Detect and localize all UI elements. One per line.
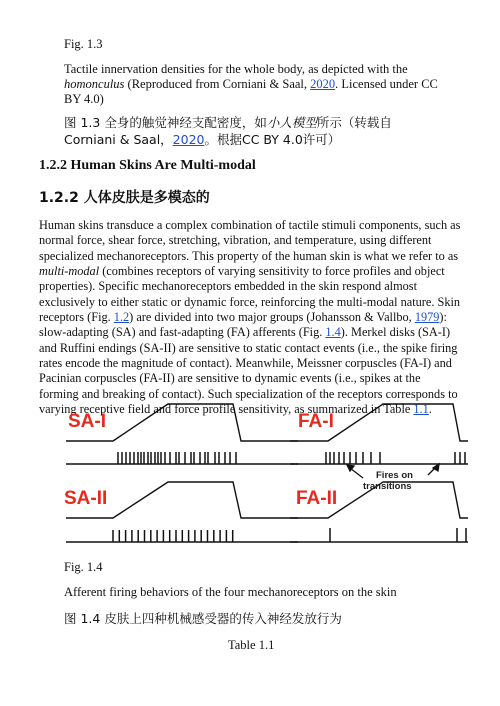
section-heading-zh: 1.2.2 人体皮肤是多模态的 [39, 190, 210, 206]
figure-ref-link[interactable]: 1.4 [325, 325, 341, 340]
table-ref-link[interactable]: 1.1 [413, 402, 429, 417]
citation-link[interactable]: 1979 [414, 310, 440, 325]
citation-link[interactable]: 2020 [310, 77, 336, 91]
sa1-label: SA-I [68, 411, 106, 432]
fa1-label: FA-I [298, 411, 334, 432]
sa2-label: SA-II [64, 488, 108, 509]
body-paragraph: Human skins transduce a complex combination of tactile stimuli components, such as normal force, shear force, stretching, vibration, and temperature, using different specialized mechanoreceptors. This property of the human skin is what we refer to as multi-modal (combines receptors of varying sensitivity to force profiles and object properties). Specific mechanoreceptors embedded in the skin respond almost exclusively to either static or dynamic force, reinforcing the multi-modal nature. Skin receptors (Fig. 1.2) are divided into two major groups (Johansson & Vallbo, 1979): slow-adapting (SA) and fast-adapting (FA) afferents (Fig. 1.4). Merkel disks (SA-I) and Ruffini endings (SA-II) are sensitive to static contact events (i.e., the spike firing rates encode the magnitude of contact). Meanwhile, Meissner corpuscles (FA-I) and Pacinian corpuscles (FA-II) are sensitive to dynamic events (i.e., spikes at the forming and breaking of contact). Such specialization of the receptors corresponds to varying receptive field and force profile sensitivity, as summarized in Table 1.1. [39, 218, 461, 417]
figure-caption-en: Afferent firing behaviors of the four mechanoreceptors on the skin [64, 585, 397, 599]
figure-caption-zh: 图 1.3 全身的触觉神经支配密度，如小人模型所示（转载自Corniani & Saal，2020。根据CC BY 4.0许可） [64, 115, 392, 147]
figure-label: Fig. 1.4 [64, 560, 103, 574]
figure-ref-link[interactable]: 1.2 [113, 310, 130, 325]
figure-caption-en: Tactile innervation densities for the whole body, as depicted with the homonculus (Reproduced from Corniani & Saal, 2020. Licensed under CC BY 4.0) [64, 62, 438, 106]
figure-caption-zh: 图 1.4 皮肤上四种机械感受器的传入神经发放行为 [64, 611, 342, 626]
annotation-line-2: transitions [363, 481, 412, 492]
citation-link[interactable]: 2020 [172, 132, 205, 147]
figure-label: Fig. 1.3 [64, 37, 103, 51]
section-heading: 1.2.2 Human Skins Are Multi-modal [39, 158, 256, 173]
mechanoreceptor-firing-figure [58, 400, 468, 550]
annotation-line-1: Fires on [376, 470, 413, 481]
table-title: Table 1.1 [228, 638, 275, 652]
fa2-label: FA-II [296, 488, 338, 509]
